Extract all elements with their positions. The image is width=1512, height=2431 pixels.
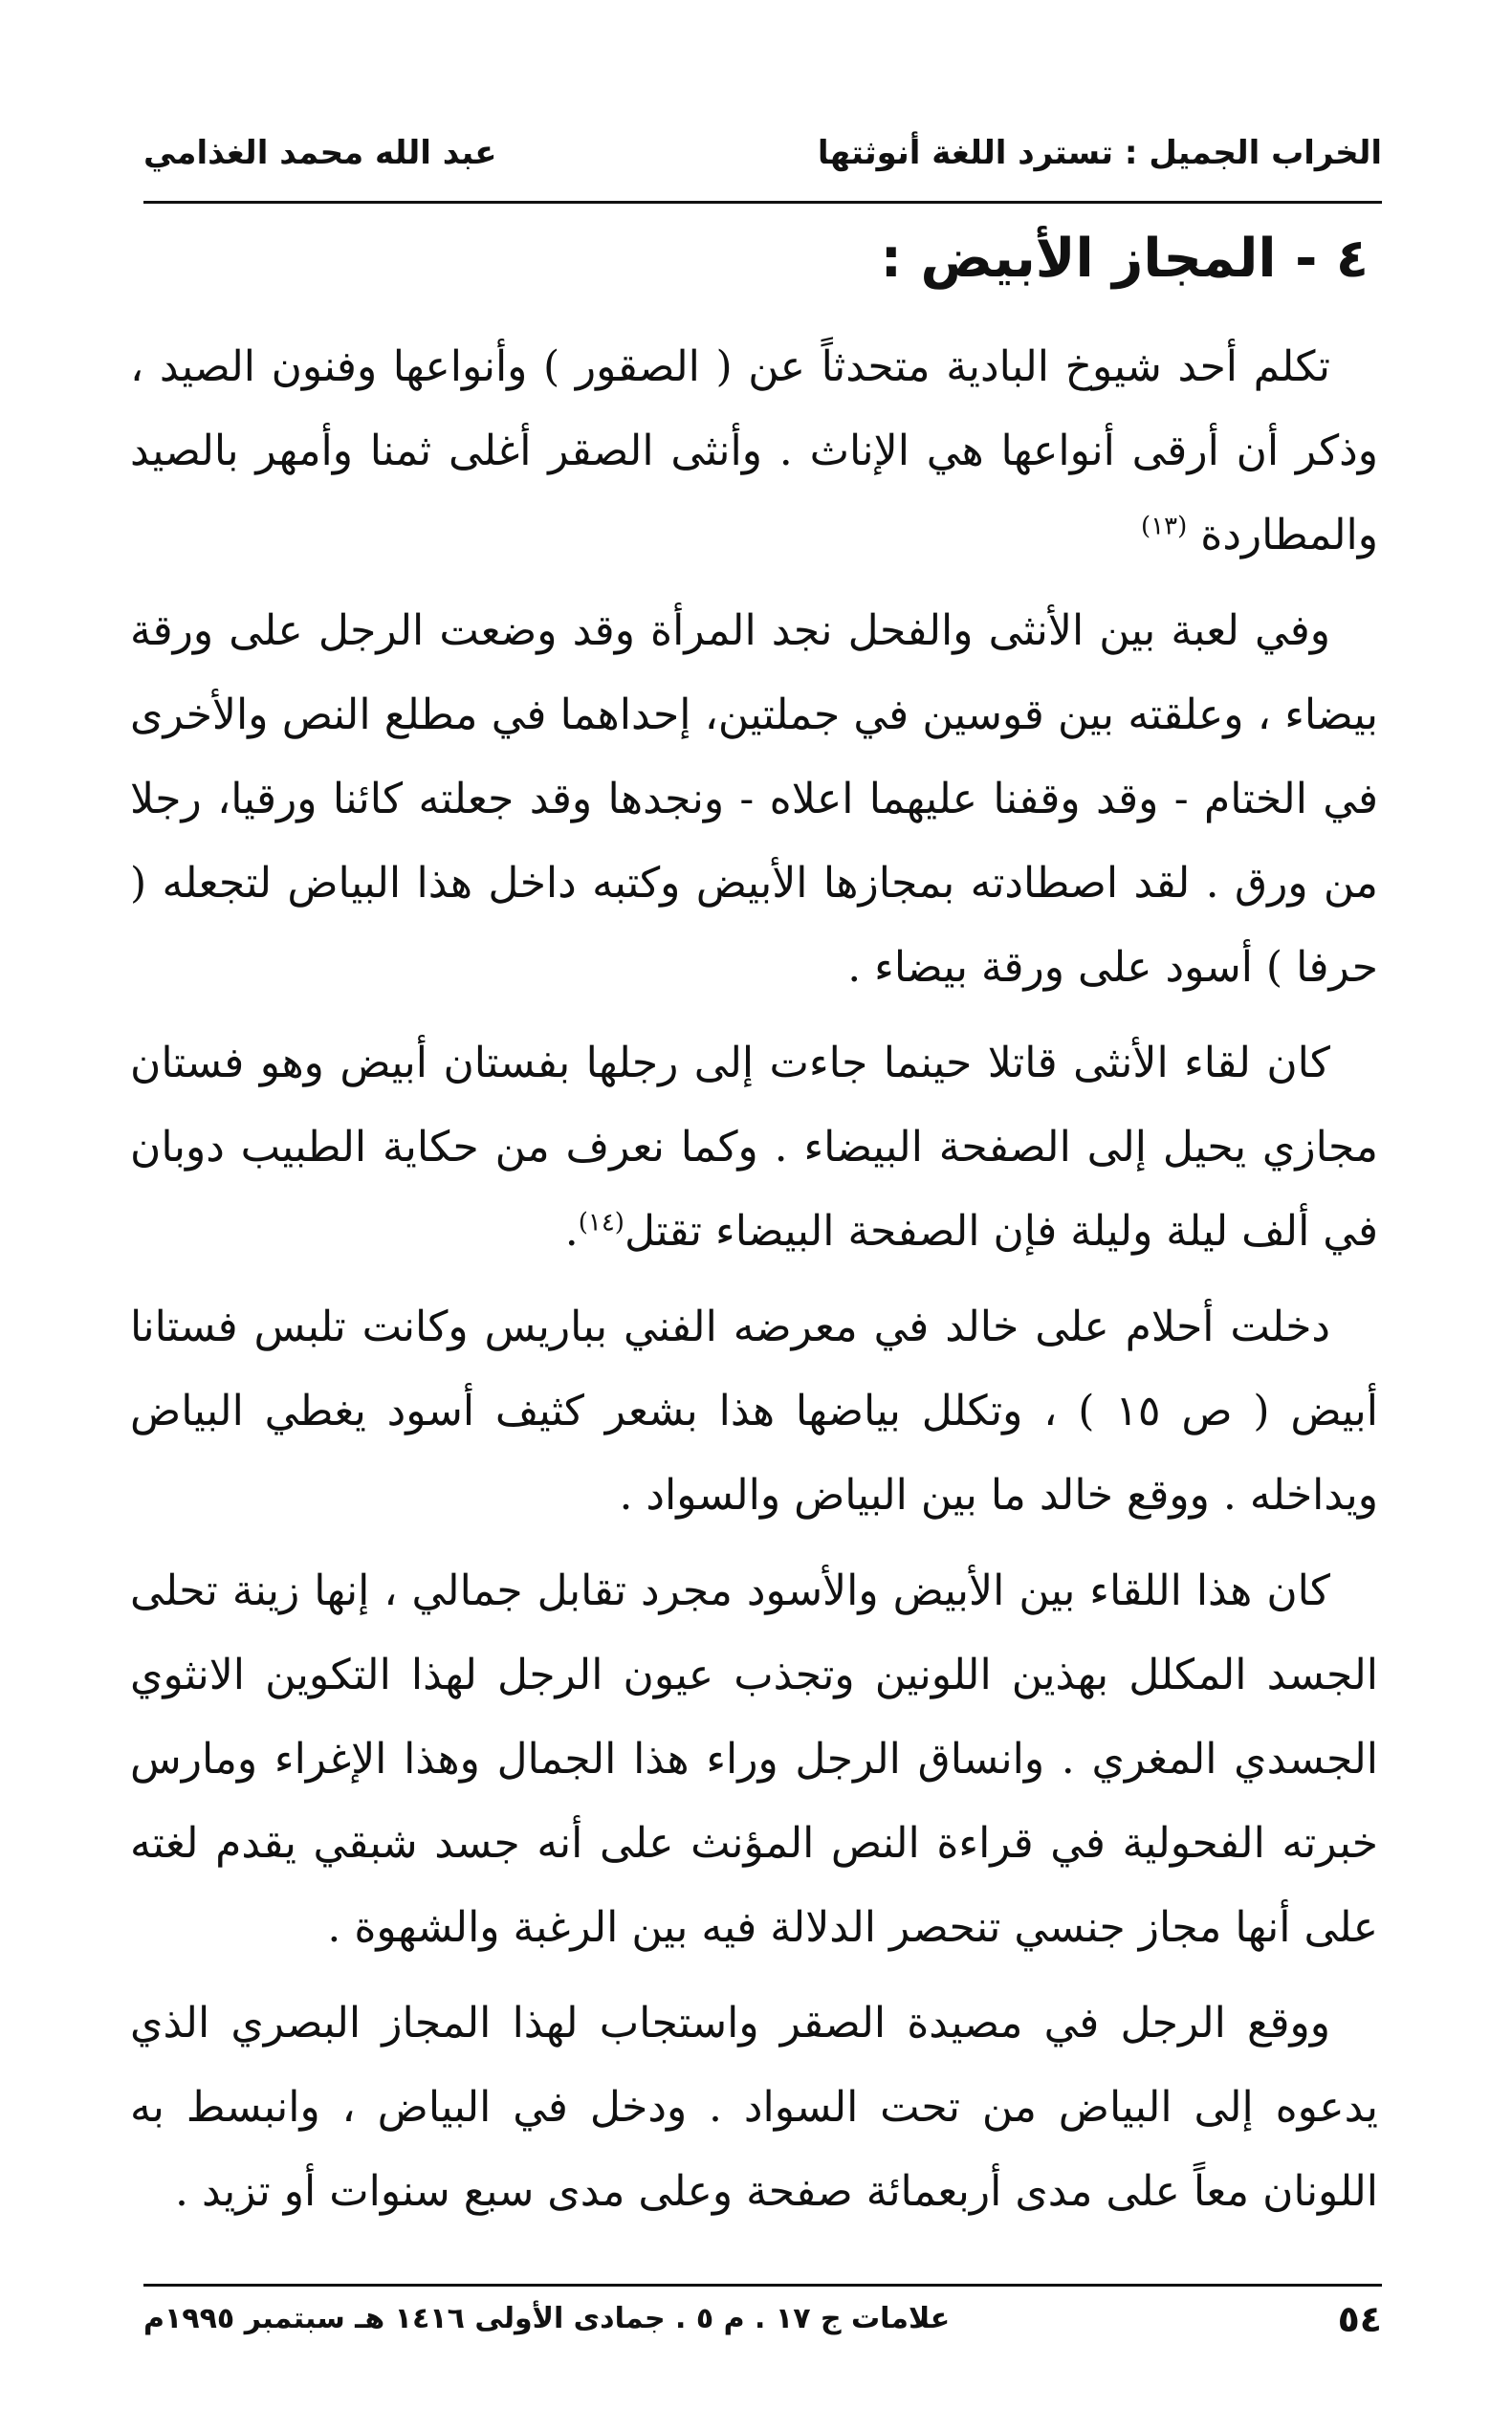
running-header: [143, 134, 1382, 204]
footnote-marker: (١٣): [1141, 512, 1188, 541]
paragraph-text: تكلم أحد شيوخ البادية متحدثاً عن ( الصقور ) وأنواعها وفنون الصيد ، وذكر أن أرقى أنواعها هي الإناث . وأنثى الصقر أغلى ثمنا وأمهر بالصيد والمطاردة: [130, 342, 1378, 559]
paragraph-text: كان هذا اللقاء بين الأبيض والأسود مجرد تقابل جمالي ، إنها زينة تحلى الجسد المكلل بهذين اللونين وتجذب عيون الرجل لهذا التكوين الانثوي الجسدي المغري . وانساق الرجل وراء هذا الجمال وهذا الإغراء ومارس خبرته الفحولية في قراءة النص المؤنث على أنه جسد شبقي يقدم لغته على أنها مجاز جنسي تنحصر الدلالة فيه بين الرغبة والشهوة .: [130, 1566, 1378, 1952]
header-author-name: عبد الله محمد الغذامي: [143, 134, 497, 172]
page-number: ٥٤: [1337, 2298, 1382, 2340]
paragraph-text: وفي لعبة بين الأنثى والفحل نجد المرأة وقد وضعت الرجل على ورقة بيضاء ، وعلقته بين قوسين في جملتين، إحداهما في مطلع النص والأخرى في الختام - وقد وقفنا عليهما اعلاه - ونجدها وقد جعلته كائنا ورقيا، رجلا من ورق . لقد اصطادته بمجازها الأبيض وكتبه داخل هذا البياض لتجعله ( حرفا ) أسود على ورقة بيضاء .: [130, 606, 1378, 992]
footnote-marker: (١٤): [578, 1208, 625, 1237]
body-text: [130, 325, 1378, 2245]
section-title: ٤ - المجاز الأبيض :: [880, 228, 1369, 290]
header-chapter-title: الخراب الجميل : تسترد اللغة أنوثتها: [817, 134, 1382, 172]
paragraph-3: [130, 1021, 1378, 1274]
journal-issue-info: علامات ج ١٧ . م ٥ . جمادى الأولى ١٤١٦ هـ سبتمبر ١٩٩٥م: [143, 2302, 951, 2335]
paragraph-6: [130, 1982, 1378, 2234]
paragraph-4: [130, 1285, 1378, 1538]
paragraph-1: [130, 325, 1378, 578]
paragraph-5: [130, 1549, 1378, 1970]
page-footer: [143, 2284, 1382, 2354]
paragraph-text: ووقع الرجل في مصيدة الصقر واستجاب لهذا المجاز البصري الذي يدعوه إلى البياض من تحت السواد . ودخل في البياض ، وانبسط به اللونان معاً على مدى أربعمائة صفحة وعلى مدى سبع سنوات أو تزيد .: [130, 1999, 1378, 2216]
paragraph-tail: .: [564, 1207, 579, 1256]
paragraph-text: كان لقاء الأنثى قاتلا حينما جاءت إلى رجلها بفستان أبيض وهو فستان مجازي يحيل إلى الصفحة البيضاء . وكما نعرف من حكاية الطبيب دوبان في ألف ليلة وليلة فإن الصفحة البيضاء تقتل: [130, 1039, 1378, 1256]
paragraph-text: دخلت أحلام على خالد في معرضه الفني بباريس وكانت تلبس فستانا أبيض ( ص ١٥ ) ، وتكلل بياضها هذا بشعر كثيف أسود يغطي البياض ويداخله . ووقع خالد ما بين البياض والسواد .: [130, 1303, 1378, 1520]
paragraph-2: [130, 589, 1378, 1010]
